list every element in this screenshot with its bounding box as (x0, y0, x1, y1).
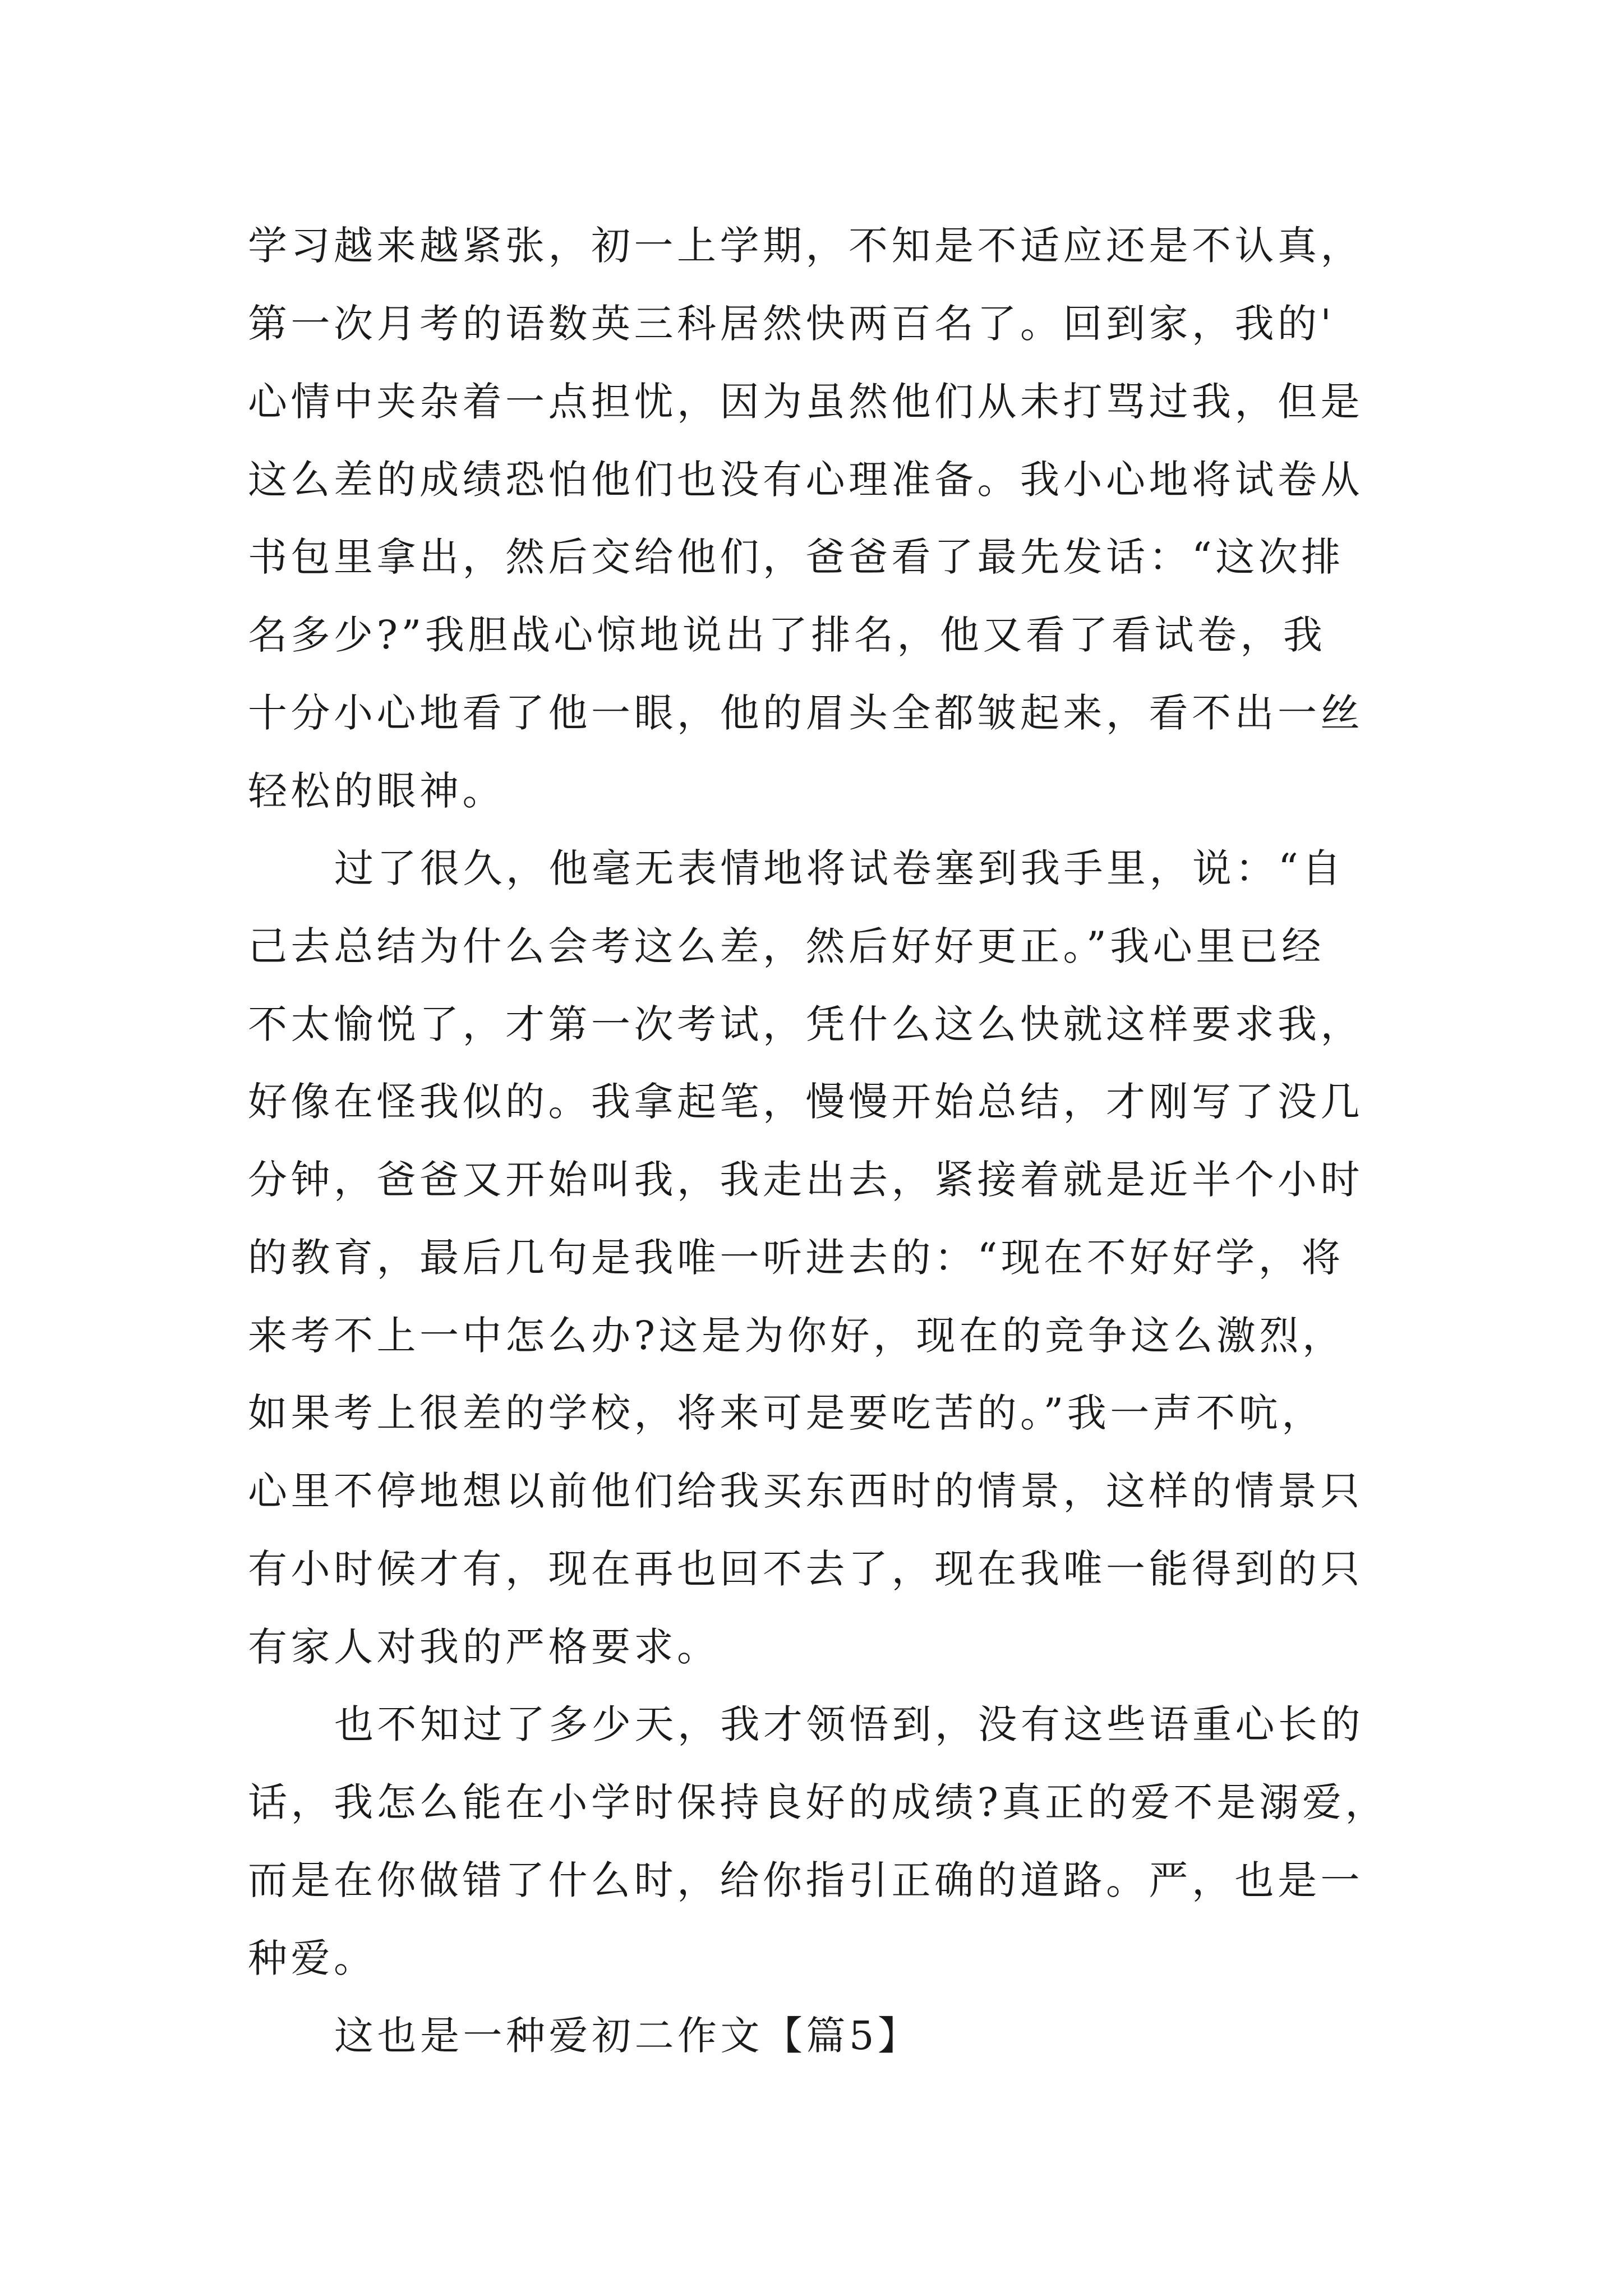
paragraph-3-line-2: 话，我怎么能在小学时保持良好的成绩?真正的爱不是溺爱， (248, 1779, 1389, 1825)
paragraph-2-line-10: 有小时候才有，现在再也回不去了，现在我唯一能得到的只 (248, 1546, 1363, 1592)
paragraph-2-line-6: 的教育，最后几句是我唯一听进去的：“现在不好好学，将 (248, 1235, 1344, 1281)
paragraph-2-line-9: 心里不停地想以前他们给我买东西时的情景，这样的情景只 (248, 1468, 1363, 1514)
paragraph-3-line-4: 种爱。 (248, 1935, 377, 1981)
section-heading: 这也是一种爱初二作文【篇5】 (334, 2013, 921, 2059)
paragraph-1-line-5: 书包里拿出，然后交给他们，爸爸看了最先发话：“这次排 (248, 534, 1344, 580)
paragraph-1-line-4: 这么差的成绩恐怕他们也没有心理准备。我小心地将试卷从 (248, 457, 1363, 503)
paragraph-1-line-8: 轻松的眼神。 (248, 768, 505, 814)
paragraph-2-line-1: 过了很久，他毫无表情地将试卷塞到我手里，说：“自 (334, 845, 1345, 891)
paragraph-2-line-5: 分钟，爸爸又开始叫我，我走出去，紧接着就是近半个小时 (248, 1157, 1363, 1203)
paragraph-2-line-8: 如果考上很差的学校，将来可是要吃苦的。”我一声不吭， (248, 1390, 1325, 1436)
paragraph-1-line-2: 第一次月考的语数英三科居然快两百名了。回到家，我的' (248, 301, 1335, 347)
paragraph-2-line-3: 不太愉悦了，才第一次考试，凭什么这么快就这样要求我， (248, 1001, 1363, 1047)
paragraph-3-line-3: 而是在你做错了什么时，给你指引正确的道路。严，也是一 (248, 1857, 1363, 1903)
paragraph-2-line-4: 好像在怪我似的。我拿起笔，慢慢开始总结，才刚写了没几 (248, 1079, 1363, 1125)
paragraph-1-line-3: 心情中夹杂着一点担忧，因为虽然他们从未打骂过我，但是 (248, 379, 1363, 425)
paragraph-2-line-7: 来考不上一中怎么办?这是为你好，现在的竞争这么激烈， (248, 1313, 1345, 1359)
paragraph-1-line-1: 学习越来越紧张，初一上学期，不知是不适应还是不认真， (248, 223, 1363, 269)
paragraph-1-line-7: 十分小心地看了他一眼，他的眉头全都皱起来，看不出一丝 (248, 690, 1363, 736)
paragraph-2-line-11: 有家人对我的严格要求。 (248, 1624, 720, 1670)
paragraph-1-line-6: 名多少?”我胆战心惊地说出了排名，他又看了看试卷，我 (248, 612, 1326, 658)
paragraph-2-line-2: 己去总结为什么会考这么差，然后好好更正。”我心里已经 (248, 923, 1325, 969)
paragraph-3-line-1: 也不知过了多少天，我才领悟到，没有这些语重心长的 (334, 1701, 1364, 1747)
